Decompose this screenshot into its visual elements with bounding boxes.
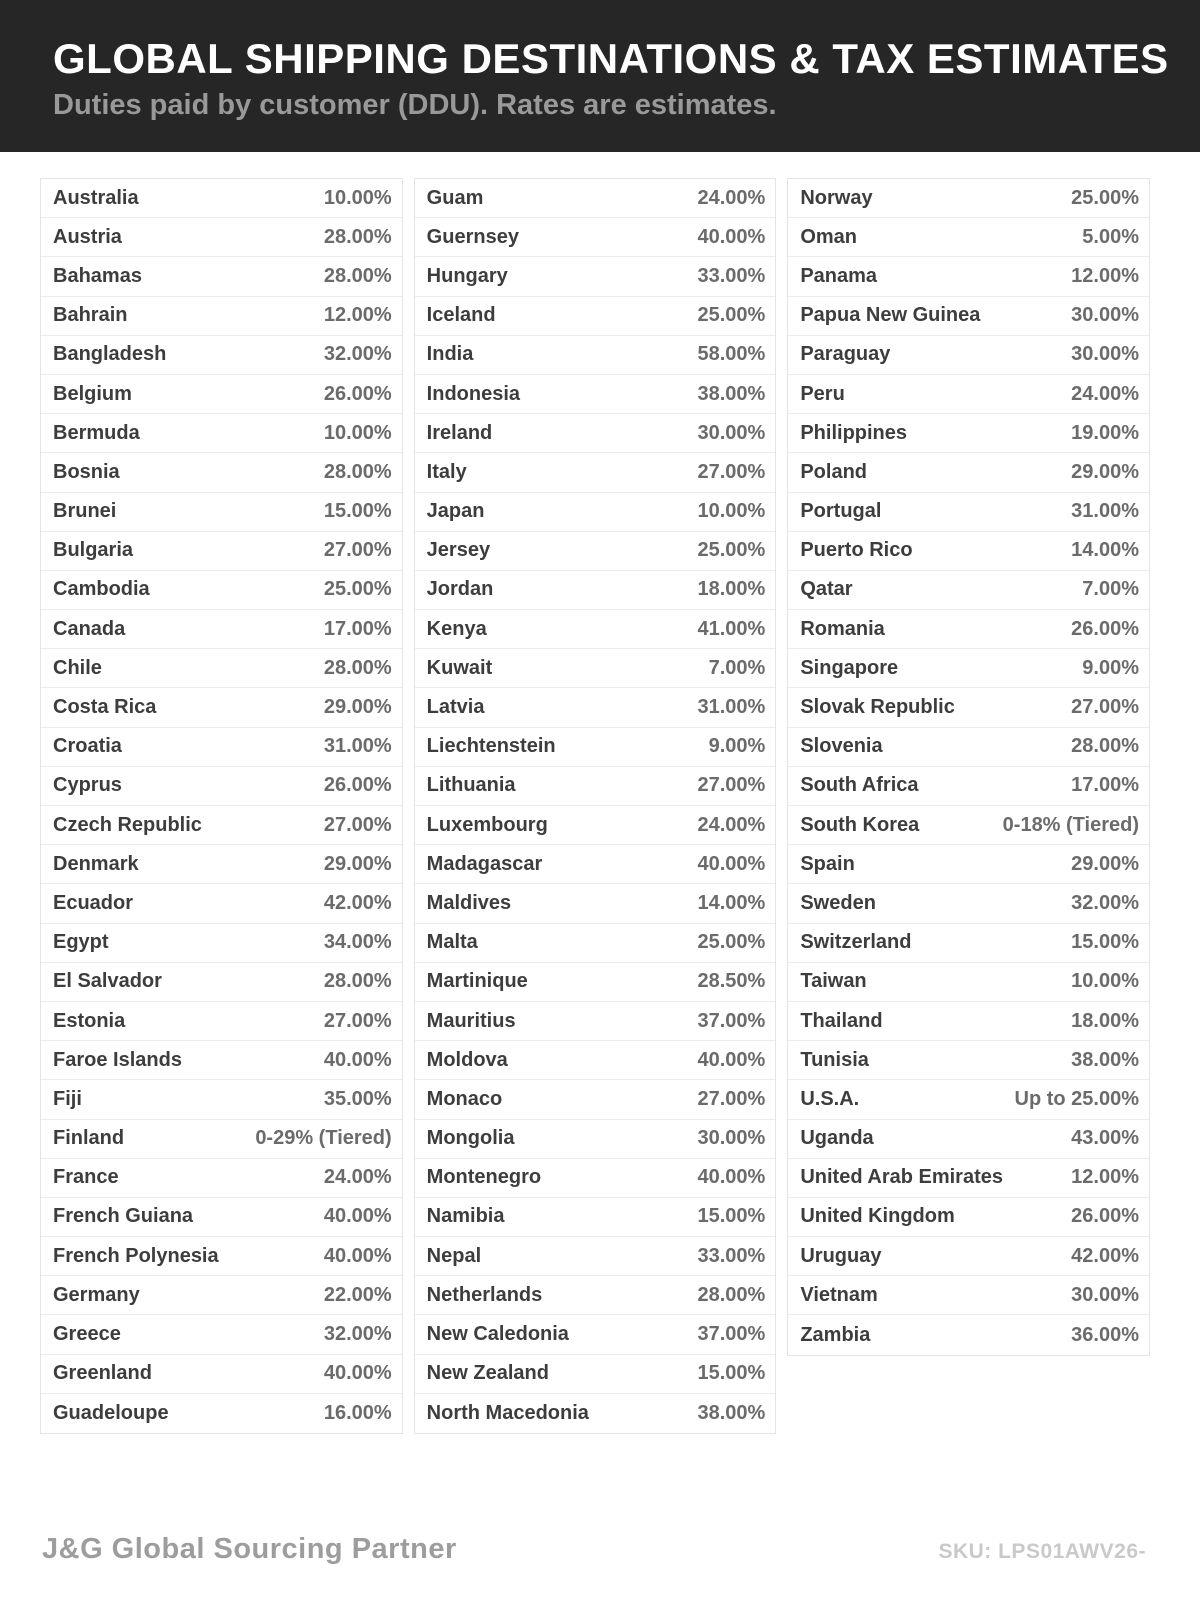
table-row <box>41 924 402 963</box>
country-name: Belgium <box>53 382 132 405</box>
table-row <box>788 1080 1149 1119</box>
tax-rate-value: 26.00% <box>1071 617 1140 640</box>
table-row <box>788 1159 1149 1198</box>
country-name: Mauritius <box>426 1009 516 1032</box>
country-name: Liechtenstein <box>426 735 556 758</box>
table-row <box>41 649 402 688</box>
tax-rate-value: 27.00% <box>697 774 766 797</box>
country-name: Bahrain <box>53 304 128 327</box>
tax-rate-value: 10.00% <box>1071 970 1140 993</box>
tax-rate-value: 27.00% <box>323 813 392 836</box>
country-name: Moldova <box>426 1048 508 1071</box>
tax-rate-value: 27.00% <box>323 1009 392 1032</box>
table-row <box>415 728 776 767</box>
tax-rate-value: 18.00% <box>1071 1009 1140 1032</box>
table-row <box>41 1394 402 1433</box>
tax-rate-value: 27.00% <box>1071 696 1140 719</box>
country-name: Australia <box>53 186 139 209</box>
tax-rate-value: 29.00% <box>323 696 392 719</box>
tax-rate-value: 14.00% <box>697 891 766 914</box>
tax-rate-value: 40.00% <box>323 1048 392 1071</box>
page-title: GLOBAL SHIPPING DESTINATIONS & TAX ESTIMATES <box>53 34 1169 82</box>
country-name: Mongolia <box>426 1127 515 1150</box>
table-row <box>788 610 1149 649</box>
tax-rate-value: 27.00% <box>697 460 766 483</box>
table-row <box>41 1120 402 1159</box>
tax-rate-value: 25.00% <box>697 304 766 327</box>
tax-rate-value: 25.00% <box>323 578 392 601</box>
country-name: Estonia <box>53 1009 126 1032</box>
table-row <box>788 1315 1149 1354</box>
tax-rate-value: 10.00% <box>323 421 392 444</box>
tax-rate-value: 17.00% <box>1071 774 1140 797</box>
tax-rate-value: 40.00% <box>697 1048 766 1071</box>
country-name: Denmark <box>53 852 139 875</box>
table-row <box>415 688 776 727</box>
table-row <box>415 767 776 806</box>
tax-rate-value: 38.00% <box>1071 1048 1140 1071</box>
tax-rate-value: 7.00% <box>1082 578 1140 601</box>
country-name: Kenya <box>426 617 487 640</box>
table-row <box>788 963 1149 1002</box>
tax-rate-value: 15.00% <box>323 500 392 523</box>
country-name: Thailand <box>800 1009 883 1032</box>
country-name: El Salvador <box>53 970 162 993</box>
country-name: U.S.A. <box>800 1087 860 1110</box>
tax-rate-value: 40.00% <box>697 852 766 875</box>
country-name: Austria <box>53 225 122 248</box>
country-name: Monaco <box>426 1087 503 1110</box>
country-name: Guernsey <box>426 225 519 248</box>
tax-rate-value: 15.00% <box>1071 931 1140 954</box>
sku-label: SKU: LPS01AWV26- <box>938 1540 1146 1563</box>
table-row <box>415 845 776 884</box>
table-row <box>415 1002 776 1041</box>
country-name: Sweden <box>800 891 876 914</box>
tax-rate-value: 17.00% <box>323 617 392 640</box>
country-name: Bangladesh <box>53 343 167 366</box>
page-header <box>0 0 1200 152</box>
country-name: Martinique <box>426 970 528 993</box>
country-name: Germany <box>53 1283 140 1306</box>
tax-rate-value: 40.00% <box>323 1205 392 1228</box>
tax-rate-value: 29.00% <box>1071 460 1140 483</box>
table-row <box>415 806 776 845</box>
table-row <box>41 1080 402 1119</box>
tax-rate-value: 30.00% <box>697 421 766 444</box>
country-name: India <box>426 343 474 366</box>
tax-rate-value: 26.00% <box>323 382 392 405</box>
table-row <box>788 1198 1149 1237</box>
country-name: New Caledonia <box>426 1323 569 1346</box>
tax-rate-value: 24.00% <box>697 186 766 209</box>
table-row <box>415 532 776 571</box>
table-row <box>415 571 776 610</box>
country-name: French Polynesia <box>53 1244 219 1267</box>
table-row <box>41 493 402 532</box>
table-row <box>788 297 1149 336</box>
table-row <box>415 179 776 218</box>
country-name: Netherlands <box>426 1283 543 1306</box>
tax-rate-value: 40.00% <box>697 225 766 248</box>
table-row <box>788 336 1149 375</box>
tax-rate-value: 12.00% <box>323 304 392 327</box>
tax-rate-value: 32.00% <box>323 1323 392 1346</box>
table-row <box>415 1080 776 1119</box>
country-name: Tunisia <box>800 1048 869 1071</box>
tax-rate-value: 58.00% <box>697 343 766 366</box>
country-name: Luxembourg <box>426 813 548 836</box>
table-row <box>788 688 1149 727</box>
tax-rate-value: 12.00% <box>1071 264 1140 287</box>
table-row <box>41 610 402 649</box>
table-row <box>41 728 402 767</box>
country-name: Spain <box>800 852 855 875</box>
tax-rate-value: 10.00% <box>697 500 766 523</box>
tax-rate-value: 43.00% <box>1071 1127 1140 1150</box>
table-row <box>41 414 402 453</box>
country-name: Switzerland <box>800 931 912 954</box>
table-row <box>41 179 402 218</box>
table-row <box>41 806 402 845</box>
table-row <box>415 1198 776 1237</box>
table-row <box>415 218 776 257</box>
tax-rate-value: 34.00% <box>323 931 392 954</box>
table-row <box>41 1159 402 1198</box>
tax-rate-value: 33.00% <box>697 264 766 287</box>
tax-rate-value: 31.00% <box>323 735 392 758</box>
country-name: Maldives <box>426 891 512 914</box>
table-row <box>41 1315 402 1354</box>
rates-column-3 <box>787 178 1150 1356</box>
country-name: Lithuania <box>426 774 516 797</box>
table-row <box>788 257 1149 296</box>
tax-rate-value: 40.00% <box>323 1244 392 1267</box>
tax-rate-value: 30.00% <box>697 1127 766 1150</box>
country-name: Jordan <box>426 578 494 601</box>
tax-rate-value: 28.00% <box>697 1283 766 1306</box>
country-name: Papua New Guinea <box>800 304 981 327</box>
tax-rate-value: 27.00% <box>323 539 392 562</box>
table-row <box>788 375 1149 414</box>
country-name: Egypt <box>53 931 109 954</box>
tax-rate-value: 38.00% <box>697 1401 766 1424</box>
table-row <box>415 1159 776 1198</box>
country-name: Croatia <box>53 735 122 758</box>
tax-rate-value: 7.00% <box>708 656 766 679</box>
table-row <box>415 1041 776 1080</box>
country-name: Namibia <box>426 1205 505 1228</box>
table-row <box>788 453 1149 492</box>
table-row <box>788 884 1149 923</box>
table-row <box>41 1041 402 1080</box>
table-row <box>415 884 776 923</box>
table-row <box>415 336 776 375</box>
country-name: France <box>53 1166 119 1189</box>
tax-rate-value: 30.00% <box>1071 304 1140 327</box>
tax-rate-value: 31.00% <box>697 696 766 719</box>
tax-rate-value: 9.00% <box>1082 656 1140 679</box>
country-name: Ecuador <box>53 891 134 914</box>
table-row <box>415 1394 776 1433</box>
table-row <box>415 1276 776 1315</box>
tax-rate-value: 32.00% <box>323 343 392 366</box>
table-row <box>415 610 776 649</box>
table-row <box>41 257 402 296</box>
country-name: Indonesia <box>426 382 521 405</box>
table-row <box>41 767 402 806</box>
table-row <box>41 688 402 727</box>
tax-rate-value: 25.00% <box>697 931 766 954</box>
table-row <box>788 1041 1149 1080</box>
country-name: Latvia <box>426 696 485 719</box>
tax-rate-value: 22.00% <box>323 1283 392 1306</box>
page-subtitle: Duties paid by customer (DDU). Rates are estimates. <box>53 89 777 122</box>
country-name: Panama <box>800 264 878 287</box>
country-name: Qatar <box>800 578 853 601</box>
country-name: Cyprus <box>53 774 122 797</box>
country-name: New Zealand <box>426 1362 549 1385</box>
table-row <box>415 493 776 532</box>
table-row <box>41 1355 402 1394</box>
country-name: Japan <box>426 500 485 523</box>
table-row <box>415 1315 776 1354</box>
tax-rate-value: 30.00% <box>1071 343 1140 366</box>
table-row <box>788 806 1149 845</box>
table-row <box>415 297 776 336</box>
country-name: Guam <box>426 186 484 209</box>
country-name: Puerto Rico <box>800 539 913 562</box>
country-name: Hungary <box>426 264 508 287</box>
tax-rate-value: 29.00% <box>1071 852 1140 875</box>
country-name: French Guiana <box>53 1205 194 1228</box>
country-name: United Kingdom <box>800 1205 955 1228</box>
tax-rate-value: 0-18% (Tiered) <box>1002 813 1140 836</box>
country-name: Iceland <box>426 304 496 327</box>
tax-rate-value: 41.00% <box>697 617 766 640</box>
table-row <box>41 532 402 571</box>
tax-rate-value: 15.00% <box>697 1205 766 1228</box>
country-name: Bosnia <box>53 460 120 483</box>
country-name: Greece <box>53 1323 121 1346</box>
tax-rate-value: 5.00% <box>1082 225 1140 248</box>
table-row <box>788 1120 1149 1159</box>
country-name: Brunei <box>53 500 117 523</box>
table-row <box>788 218 1149 257</box>
country-name: Norway <box>800 186 873 209</box>
tax-rate-value: 24.00% <box>1071 382 1140 405</box>
brand-footer: J&G Global Sourcing Partner <box>42 1533 457 1565</box>
table-row <box>788 493 1149 532</box>
table-row <box>788 649 1149 688</box>
tax-rate-value: 42.00% <box>1071 1244 1140 1267</box>
tax-rate-value: 28.00% <box>323 225 392 248</box>
tax-rate-value: 27.00% <box>697 1087 766 1110</box>
table-row <box>788 571 1149 610</box>
country-name: Ireland <box>426 421 493 444</box>
table-row <box>415 963 776 1002</box>
country-name: Malta <box>426 931 478 954</box>
tax-rate-value: 28.00% <box>323 656 392 679</box>
tax-rate-value: 15.00% <box>697 1362 766 1385</box>
country-name: Vietnam <box>800 1283 878 1306</box>
table-row <box>415 257 776 296</box>
country-name: Montenegro <box>426 1166 542 1189</box>
country-name: Bahamas <box>53 264 142 287</box>
tax-rate-value: 33.00% <box>697 1244 766 1267</box>
tax-rate-value: 40.00% <box>697 1166 766 1189</box>
tax-rate-value: 28.00% <box>323 970 392 993</box>
country-name: Paraguay <box>800 343 891 366</box>
tax-rate-value: 32.00% <box>1071 891 1140 914</box>
table-row <box>788 924 1149 963</box>
tax-rate-value: 25.00% <box>697 539 766 562</box>
table-row <box>41 1237 402 1276</box>
country-name: Slovenia <box>800 735 883 758</box>
tax-rate-value: 38.00% <box>697 382 766 405</box>
table-row <box>415 924 776 963</box>
tax-rate-value: 0-29% (Tiered) <box>255 1127 392 1150</box>
table-row <box>788 1237 1149 1276</box>
tax-rate-value: 18.00% <box>697 578 766 601</box>
country-name: Philippines <box>800 421 908 444</box>
table-row <box>41 1276 402 1315</box>
country-name: Finland <box>53 1127 125 1150</box>
country-name: Faroe Islands <box>53 1048 182 1071</box>
country-name: Taiwan <box>800 970 867 993</box>
tax-rate-value: Up to 25.00% <box>1014 1087 1140 1110</box>
table-row <box>415 453 776 492</box>
table-row <box>41 845 402 884</box>
table-row <box>41 963 402 1002</box>
country-name: Fiji <box>53 1087 82 1110</box>
table-row <box>788 414 1149 453</box>
table-row <box>415 1237 776 1276</box>
tax-rate-value: 12.00% <box>1071 1166 1140 1189</box>
country-name: Portugal <box>800 500 882 523</box>
rates-column-1 <box>40 178 403 1434</box>
table-row <box>41 218 402 257</box>
tax-rate-value: 26.00% <box>1071 1205 1140 1228</box>
table-row <box>41 1198 402 1237</box>
country-name: United Arab Emirates <box>800 1166 1003 1189</box>
country-name: Costa Rica <box>53 696 157 719</box>
tax-rate-value: 14.00% <box>1071 539 1140 562</box>
country-name: Kuwait <box>426 656 493 679</box>
tax-rate-value: 28.00% <box>323 264 392 287</box>
table-row <box>788 845 1149 884</box>
tax-rate-value: 24.00% <box>323 1166 392 1189</box>
tax-rate-value: 40.00% <box>323 1362 392 1385</box>
tax-rate-value: 25.00% <box>1071 186 1140 209</box>
table-row <box>788 532 1149 571</box>
country-name: Canada <box>53 617 126 640</box>
table-row <box>415 1355 776 1394</box>
rates-table <box>40 178 1150 1434</box>
country-name: Uruguay <box>800 1244 882 1267</box>
country-name: Greenland <box>53 1362 152 1385</box>
tax-rate-value: 28.50% <box>697 970 766 993</box>
country-name: Bulgaria <box>53 539 134 562</box>
tax-rate-value: 31.00% <box>1071 500 1140 523</box>
tax-rate-value: 30.00% <box>1071 1283 1140 1306</box>
rates-column-2 <box>414 178 777 1434</box>
country-name: Romania <box>800 617 885 640</box>
country-name: Poland <box>800 460 868 483</box>
table-row <box>788 728 1149 767</box>
tax-rate-value: 29.00% <box>323 852 392 875</box>
table-row <box>788 1276 1149 1315</box>
country-name: Singapore <box>800 656 899 679</box>
tax-rate-value: 28.00% <box>1071 735 1140 758</box>
country-name: Madagascar <box>426 852 543 875</box>
country-name: Slovak Republic <box>800 696 955 719</box>
tax-rate-value: 35.00% <box>323 1087 392 1110</box>
table-row <box>41 453 402 492</box>
country-name: Czech Republic <box>53 813 202 836</box>
table-row <box>41 1002 402 1041</box>
country-name: Italy <box>426 460 467 483</box>
tax-rate-value: 37.00% <box>697 1009 766 1032</box>
table-row <box>788 179 1149 218</box>
country-name: Peru <box>800 382 845 405</box>
table-row <box>41 336 402 375</box>
table-row <box>41 375 402 414</box>
tax-rate-value: 24.00% <box>697 813 766 836</box>
tax-rate-value: 28.00% <box>323 460 392 483</box>
table-row <box>41 571 402 610</box>
country-name: North Macedonia <box>426 1401 589 1424</box>
country-name: Guadeloupe <box>53 1401 169 1424</box>
tax-rate-value: 42.00% <box>323 891 392 914</box>
table-row <box>788 767 1149 806</box>
country-name: Chile <box>53 656 102 679</box>
table-row <box>415 375 776 414</box>
tax-rate-value: 37.00% <box>697 1323 766 1346</box>
country-name: Bermuda <box>53 421 140 444</box>
tax-rate-value: 26.00% <box>323 774 392 797</box>
country-name: Jersey <box>426 539 491 562</box>
table-row <box>788 1002 1149 1041</box>
country-name: Nepal <box>426 1244 482 1267</box>
tax-rate-value: 10.00% <box>323 186 392 209</box>
tax-rate-value: 9.00% <box>708 735 766 758</box>
tax-rate-value: 16.00% <box>323 1401 392 1424</box>
country-name: Cambodia <box>53 578 150 601</box>
table-row <box>415 1120 776 1159</box>
table-row <box>41 884 402 923</box>
country-name: Zambia <box>800 1323 871 1346</box>
tax-rate-value: 36.00% <box>1071 1323 1140 1346</box>
table-row <box>41 297 402 336</box>
table-row <box>415 414 776 453</box>
country-name: Uganda <box>800 1127 874 1150</box>
country-name: South Korea <box>800 813 920 836</box>
table-row <box>415 649 776 688</box>
tax-rate-value: 19.00% <box>1071 421 1140 444</box>
country-name: Oman <box>800 225 858 248</box>
country-name: South Africa <box>800 774 919 797</box>
